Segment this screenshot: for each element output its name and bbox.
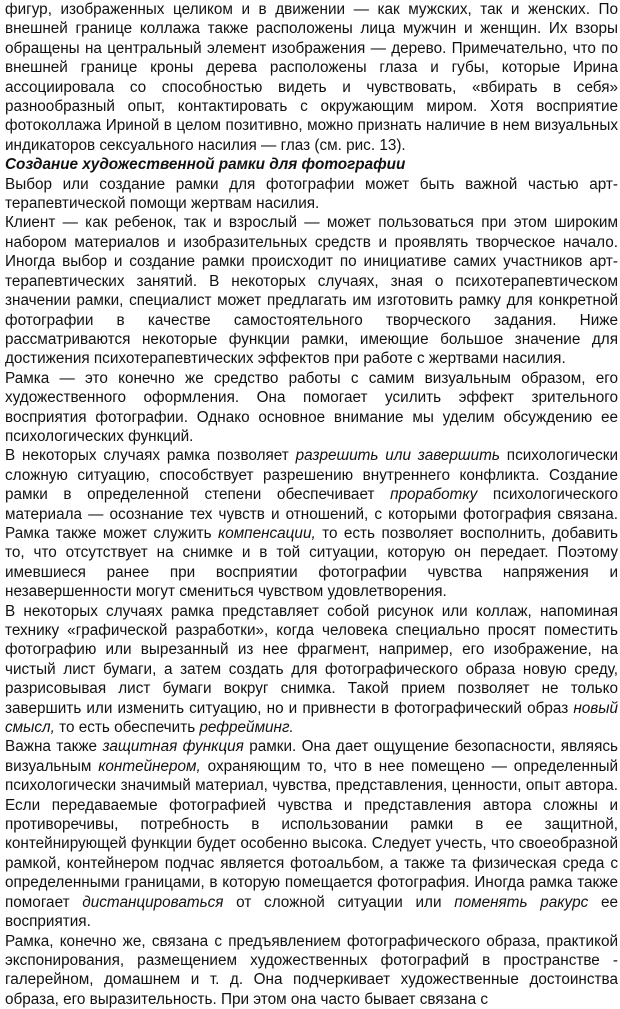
text-run: В некоторых случаях рамка представляет собой рисунок или коллаж, напоминая технику «графической разработки», когда человека специально просят поместить фотографию или вырезанный из нее фрагмент, например, его изображение, на чистый лист бумаги, а затем создать для фотографического образа новую среду, разрисовывая лист бумаги вокруг снимка. Такой прием позволяет не только завершить или изменить ситуацию, но и привнести в фотографический образ xyxy=(5,603,618,717)
emphasis-text: проработку xyxy=(390,486,477,503)
paragraph-frame-choice xyxy=(5,175,618,214)
text-run: Рамка — это конечно же средство работы с самим визуальным образом, его художественного оформления. Она помогает усилить эффект зрительного восприятия фотографии. Однако основное внимание мы уделим обсуждению ее психологических функций. xyxy=(5,370,618,445)
text-run: фигур, изображенных целиком и в движении — как мужских, так и женских. По внешней границе коллажа также расположены лица мужчин и женщин. Их взоры обращены на центральный элемент изображения — дерево. Примечательно, что по внешней границе кроны дерева расположены глаза и губы, которые Ирина ассоциировала со способностью видеть и чувствовать, «вбирать в себя» разнообразный опыт, контактировать с окружающим миром. Хотя восприятие фотоколлажа Ириной в целом позитивно, можно признать наличие в нем визуальных индикаторов сексуального насилия — глаз (см. рис. 13). xyxy=(5,1,618,154)
text-run: от сложной ситуации или xyxy=(223,894,454,911)
text-run: ее восприятия. xyxy=(5,894,618,930)
text-run: Клиент — как ребенок, так и взрослый — может пользоваться при этом широким набором материалов и изобразительных средств и проявлять творческое начало. Иногда выбор и создание рамки происходит по инициативе самих участников арт-терапевтических занятий. В некоторых случаях, зная о психотерапевтическом значении рамки, специалист может предлагать им изготовить рамку для конкретной фотографии в качестве самостоятельного творческого задания. Ниже рассматриваются некоторые функции рамки, имеющие большое значение для достижения психотерапевтических эффектов при работе с жертвами насилия. xyxy=(5,214,618,367)
text-run: то есть обеспечить xyxy=(55,719,200,736)
emphasis-text: новый смысл, xyxy=(5,700,618,736)
section-heading xyxy=(5,155,618,174)
emphasis-text: разрешить или завершить xyxy=(296,447,500,464)
text-run: охраняющим то, что в нее помещено — определенный психологически значимый материал, чувства, представления, ценности, опыт автора. Если передаваемые фотографией чувства и представления автора сложны и противоречивы, потребность в использовании рамки в ее защитной, контейнирующей функции будет особенно высока. Следует учесть, что своеобразной рамкой, контейнером подчас является фотоальбом, а также та физическая среда с определенными границами, в которую помещается фотография. Иногда рамка также помогает xyxy=(5,758,618,911)
text-run: Рамка, конечно же, связана с предъявлением фотографического образа, практикой экспонирования, размещением художественных фотографий в пространстве - галерейном, домашнем и т. д. Она подчеркивает художественные достоинства образа, его выразительность. При этом она часто бывает связана с xyxy=(5,933,618,1008)
paragraph-resolve-conflict xyxy=(5,446,618,601)
text-run: Выбор или создание рамки для фотографии может быть важной частью арт-терапевтической помощи жертвам насилия. xyxy=(5,176,618,212)
text-run: психологического материала — осознание тех чувств и отношений, с которыми фотография связана. Рамка также может служить xyxy=(5,486,618,542)
emphasis-text: дистанцироваться xyxy=(82,894,223,911)
paragraph-client-materials xyxy=(5,213,618,368)
emphasis-text: компенсации, xyxy=(218,525,316,542)
emphasis-text: рефрейминг. xyxy=(199,719,293,736)
paragraph-protective-function xyxy=(5,737,618,931)
text-run: рамки. Она дает ощущение безопасности, являясь визуальным xyxy=(5,738,618,774)
text-run: Создание художественной рамки для фотографии xyxy=(5,156,405,173)
paragraph-graphic-development xyxy=(5,602,618,738)
text-run: то есть позволяет восполнить, добавить то, что отсутствует на снимке и в той ситуации, которую он передает. Поэтому имевшиеся ранее при восприятии фотографии чувства напряжения и незавершенности могут смениться чувством удовлетворения. xyxy=(5,525,618,600)
text-run: психологически сложную ситуацию, способствует разрешению внутреннего конфликта. Создание рамки в определенной степени обеспечивает xyxy=(5,447,618,503)
paragraph-collage-description xyxy=(5,0,618,155)
paragraph-frame-design xyxy=(5,369,618,447)
emphasis-text: защитная функция xyxy=(102,738,243,755)
text-run: В некоторых случаях рамка позволяет xyxy=(5,447,296,464)
paragraph-exhibition xyxy=(5,932,618,1009)
text-run: Важна также xyxy=(5,738,102,755)
emphasis-text: контейнером, xyxy=(98,758,201,775)
emphasis-text: поменять ракурс xyxy=(454,894,588,911)
